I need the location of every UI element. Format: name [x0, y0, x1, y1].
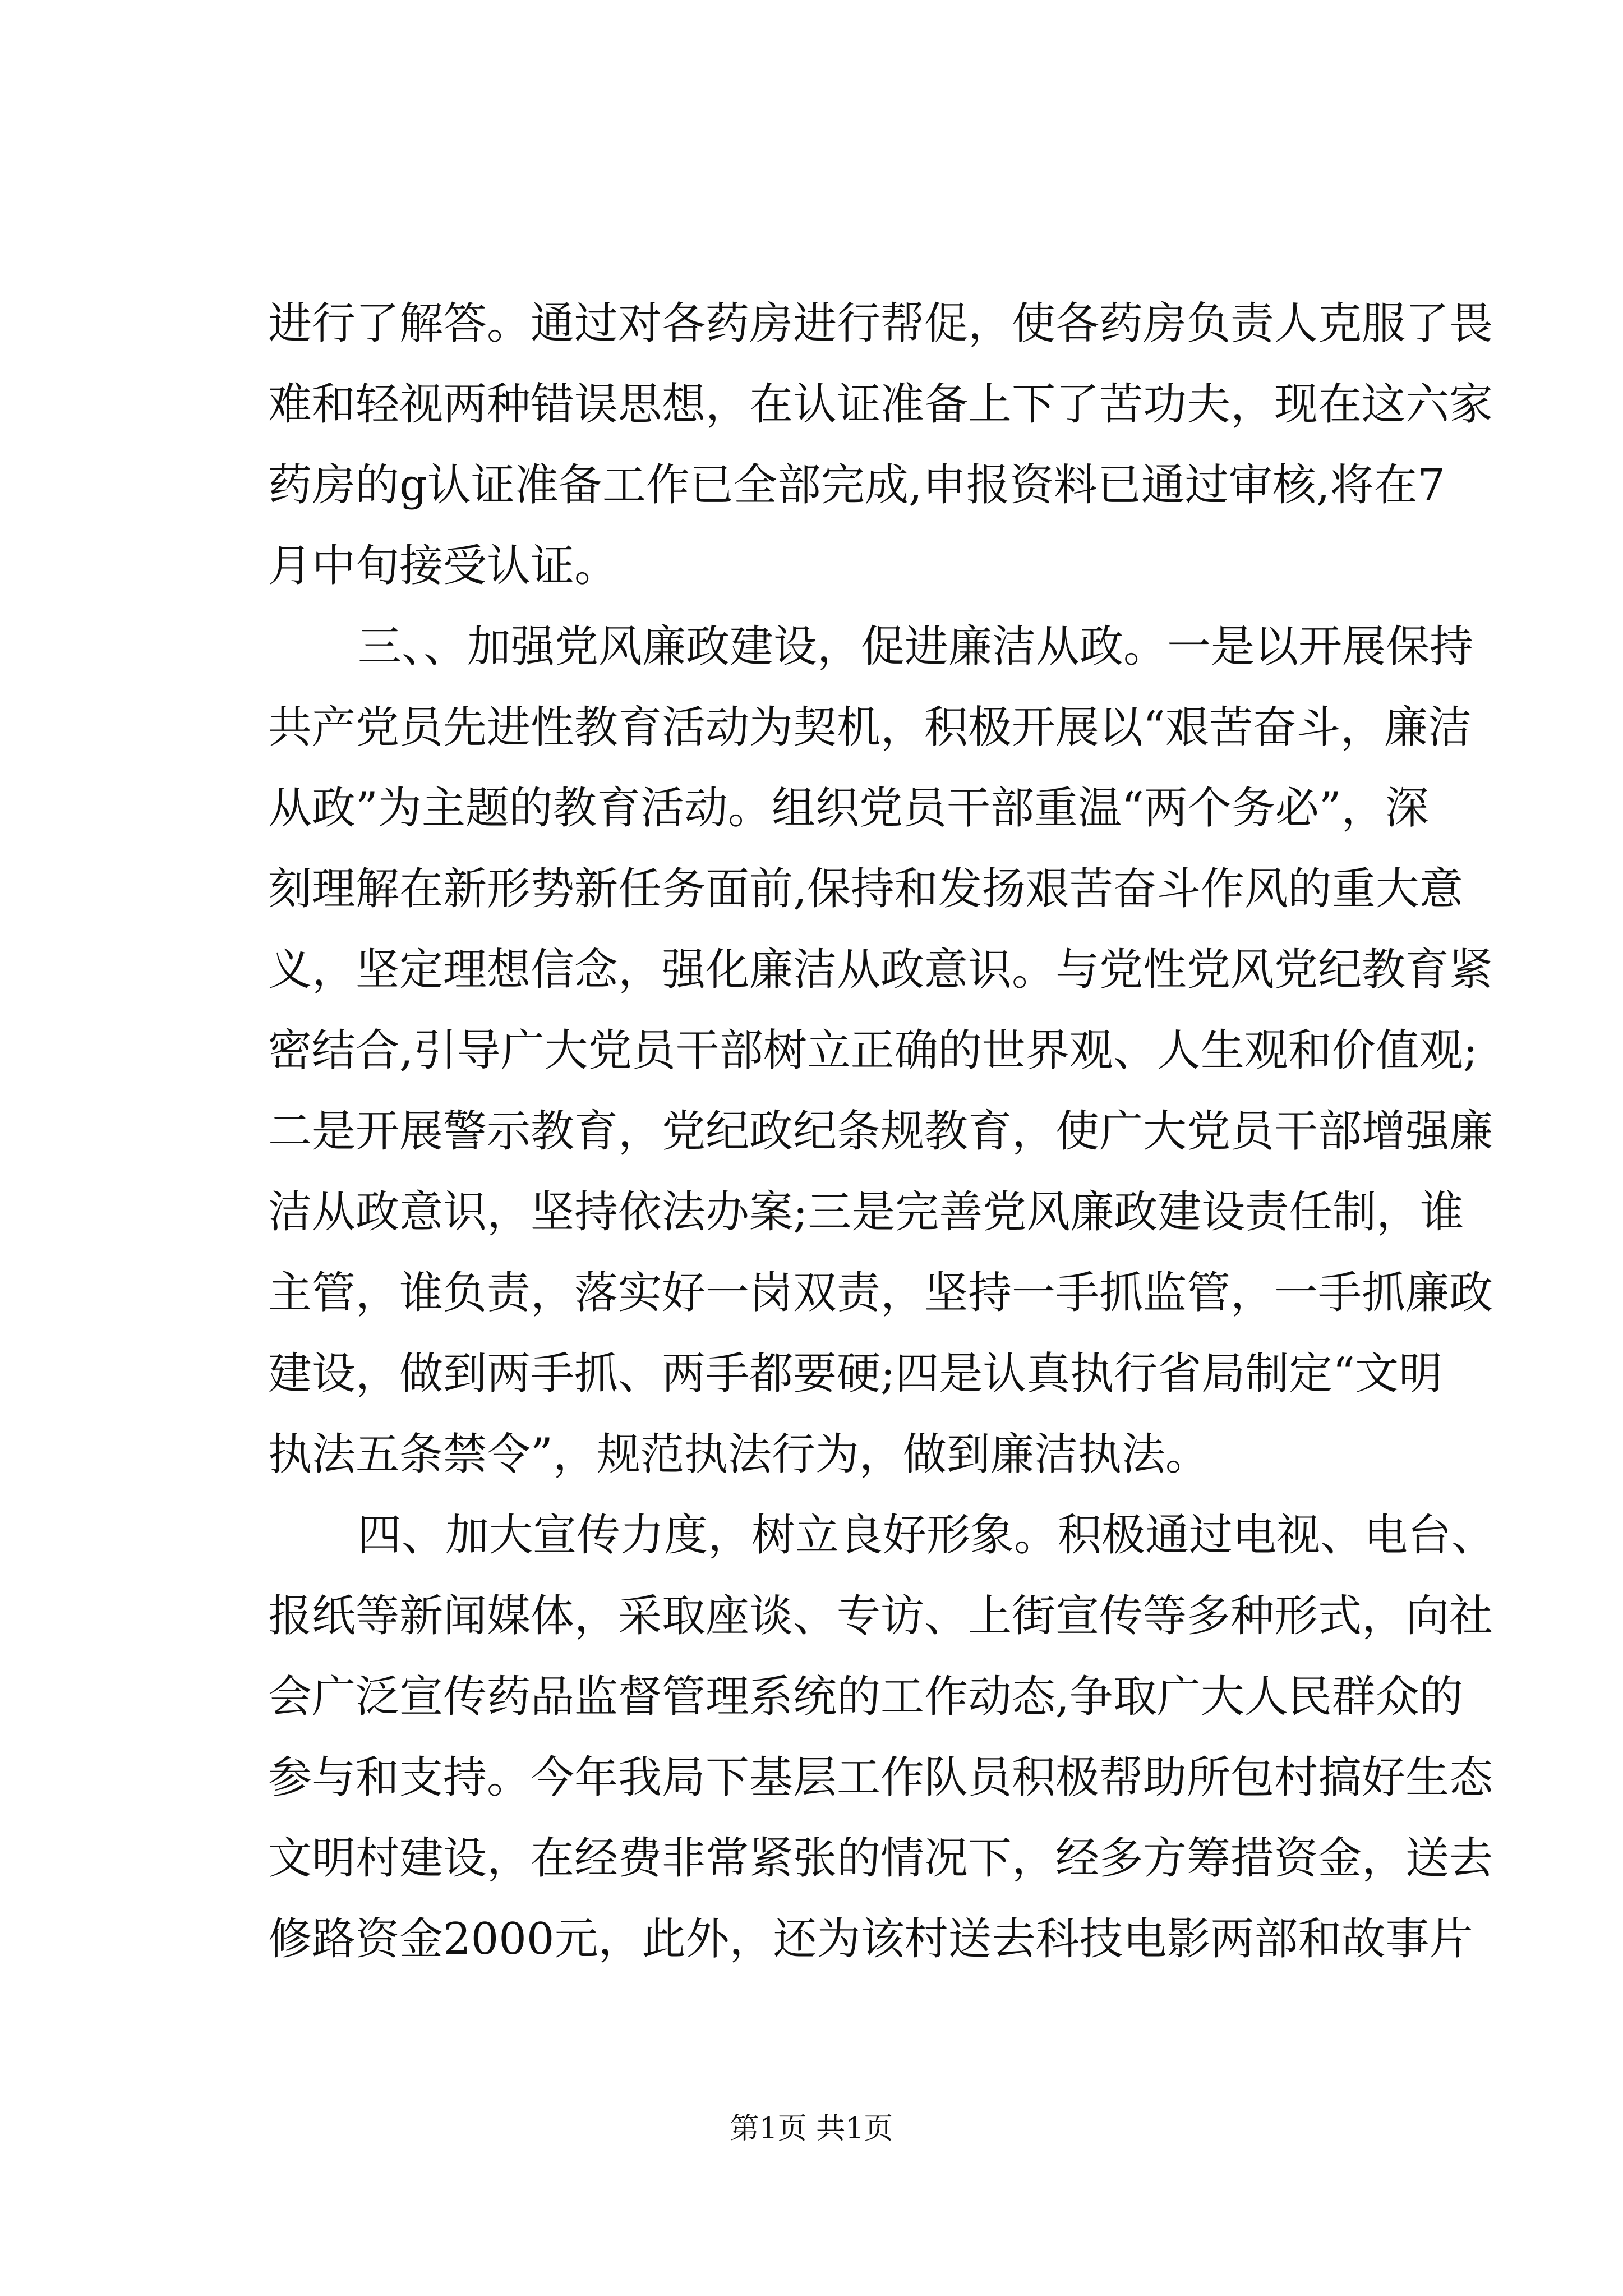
text-line: 主管，谁负责，落实好一岗双责，坚持一手抓监管，一手抓廉政: [268, 1268, 1493, 1318]
text-line: 参与和支持。今年我局下基层工作队员积极帮助所包村搞好生态: [268, 1752, 1493, 1803]
text-line: 四、加大宣传力度，树立良好形象。积极通过电视、电台、: [358, 1510, 1496, 1561]
text-line: 密结合,引导广大党员干部树立正确的世界观、人生观和价值观;: [268, 1025, 1478, 1076]
text-line: 难和轻视两种错误思想，在认证准备上下了苦功夫，现在这六家: [268, 379, 1493, 430]
text-line: 共产党员先进性教育活动为契机，积极开展以“艰苦奋斗，廉洁: [268, 702, 1472, 753]
text-line: 进行了解答。通过对各药房进行帮促，使各药房负责人克服了畏: [268, 298, 1493, 349]
document-body: [268, 283, 1496, 1980]
text-line: 建设，做到两手抓、两手都要硬;四是认真执行省局制定“文明: [268, 1349, 1443, 1399]
text-line: 会广泛宣传药品监督管理系统的工作动态,争取广大人民群众的: [268, 1672, 1463, 1722]
text-line: 从政”为主题的教育活动。组织党员干部重温“两个务必”，深: [268, 783, 1429, 834]
text-line: 修路资金2000元，此外，还为该村送去科技电影两部和故事片: [268, 1914, 1473, 1964]
text-line: 月中旬接受认证。: [268, 541, 619, 591]
text-line: 二是开展警示教育，党纪政纪条规教育，使广大党员干部增强廉: [268, 1106, 1493, 1157]
text-line: 报纸等新闻媒体，采取座谈、专访、上街宣传等多种形式，向社: [268, 1591, 1493, 1641]
text-line: 三、、加强党风廉政建设，促进廉洁从政。一是以开展保持: [358, 622, 1474, 672]
page-number-footer: 第1页 共1页: [730, 2112, 893, 2146]
text-line: 文明村建设，在经费非常紧张的情况下，经多方筹措资金，送去: [268, 1833, 1493, 1884]
text-line: 义，坚定理想信念，强化廉洁从政意识。与党性党风党纪教育紧: [268, 945, 1493, 995]
text-line: 洁从政意识，坚持依法办案;三是完善党风廉政建设责任制，谁: [268, 1187, 1464, 1237]
text-line: 执法五条禁令”，规范执法行为，做到廉洁执法。: [268, 1429, 1209, 1480]
text-line: 药房的g认证准备工作已全部完成,申报资料已通过审核,将在7: [268, 460, 1446, 510]
text-line: 刻理解在新形势新任务面前,保持和发扬艰苦奋斗作风的重大意: [268, 864, 1463, 914]
